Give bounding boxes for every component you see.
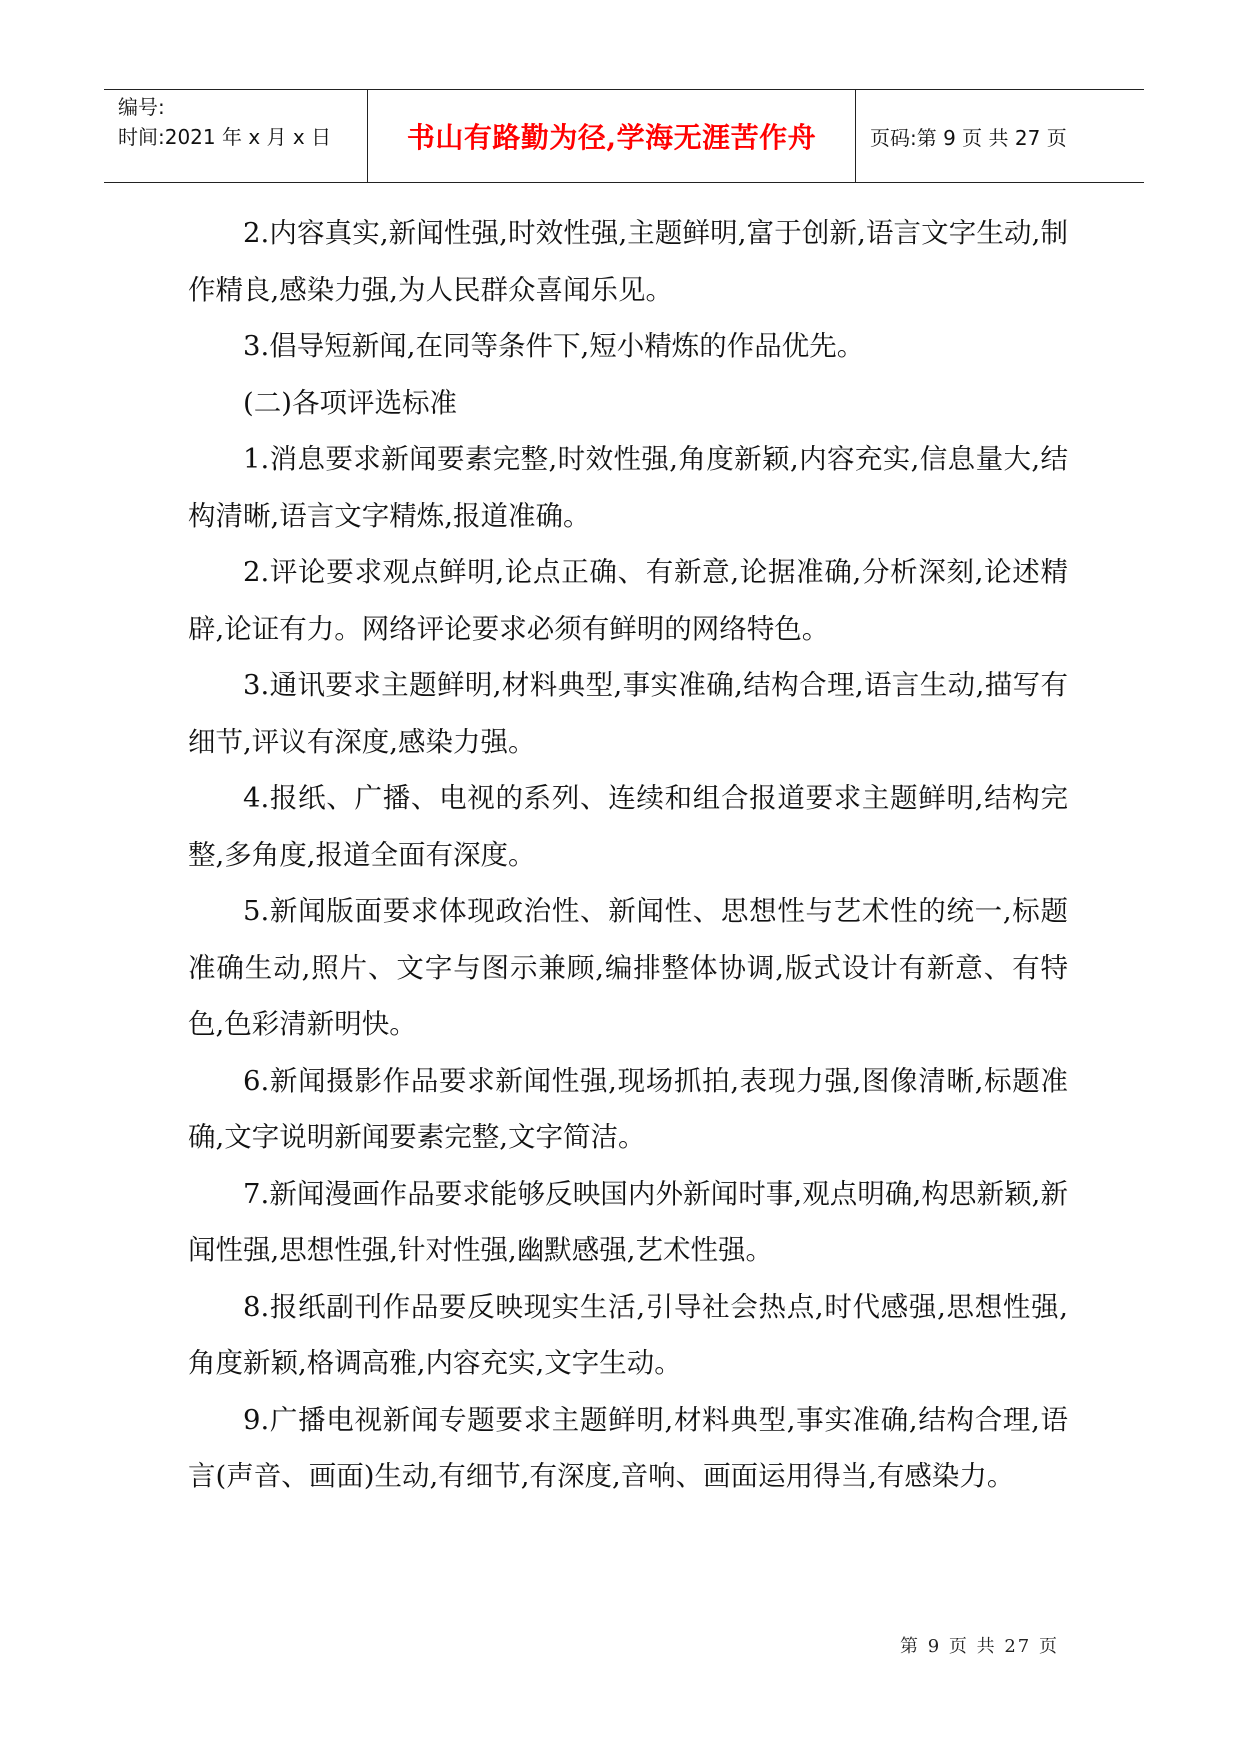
time-label: 时间:2021 年 x 月 x 日 xyxy=(118,125,332,149)
paragraph: 7.新闻漫画作品要求能够反映国内外新闻时事,观点明确,构思新颖,新闻性强,思想性强,针对性强,幽默感强,艺术性强。 xyxy=(188,1177,1068,1266)
motto-text: 书山有路勤为径,学海无涯苦作舟 xyxy=(406,121,817,154)
paragraph: 9.广播电视新闻专题要求主题鲜明,材料典型,事实准确,结构合理,语言(声音、画面)生动,有细节,有深度,音响、画面运用得当,有感染力。 xyxy=(188,1403,1068,1492)
paragraph: 2.评论要求观点鲜明,论点正确、有新意,论据准确,分析深刻,论述精辟,论证有力。网络评论要求必须有鲜明的网络特色。 xyxy=(188,556,1068,645)
header-page-number: 页码:第 9 页 共 27 页 xyxy=(870,125,1067,150)
section-heading: (二)各项评选标准 xyxy=(243,386,457,419)
page-footer: 第 9 页 共 27 页 xyxy=(900,1636,1059,1657)
paragraph: 3.倡导短新闻,在同等条件下,短小精炼的作品优先。 xyxy=(243,330,865,362)
paragraph: 6.新闻摄影作品要求新闻性强,现场抓拍,表现力强,图像清晰,标题准确,文字说明新闻要素完整,文字简洁。 xyxy=(188,1064,1068,1153)
serial-number-label: 编号: xyxy=(118,95,165,119)
paragraph: 3.通讯要求主题鲜明,材料典型,事实准确,结构合理,语言生动,描写有细节,评议有深度,感染力强。 xyxy=(188,669,1068,758)
document-body xyxy=(188,205,1068,1505)
paragraph: 4.报纸、广播、电视的系列、连续和组合报道要求主题鲜明,结构完整,多角度,报道全面有深度。 xyxy=(188,782,1068,871)
header-motto-cell xyxy=(368,90,856,182)
header-page-cell xyxy=(856,90,1144,182)
paragraph: 2.内容真实,新闻性强,时效性强,主题鲜明,富于创新,语言文字生动,制作精良,感染力强,为人民群众喜闻乐见。 xyxy=(188,217,1068,306)
paragraph: 1.消息要求新闻要素完整,时效性强,角度新颖,内容充实,信息量大,结构清晰,语言文字精炼,报道准确。 xyxy=(188,443,1068,532)
paragraph: 5.新闻版面要求体现政治性、新闻性、思想性与艺术性的统一,标题准确生动,照片、文字与图示兼顾,编排整体协调,版式设计有新意、有特色,色彩清新明快。 xyxy=(188,895,1068,1040)
header-info-cell xyxy=(104,90,368,182)
paragraph: 8.报纸副刊作品要反映现实生活,引导社会热点,时代感强,思想性强,角度新颖,格调高雅,内容充实,文字生动。 xyxy=(188,1290,1068,1379)
page-header xyxy=(104,89,1144,183)
